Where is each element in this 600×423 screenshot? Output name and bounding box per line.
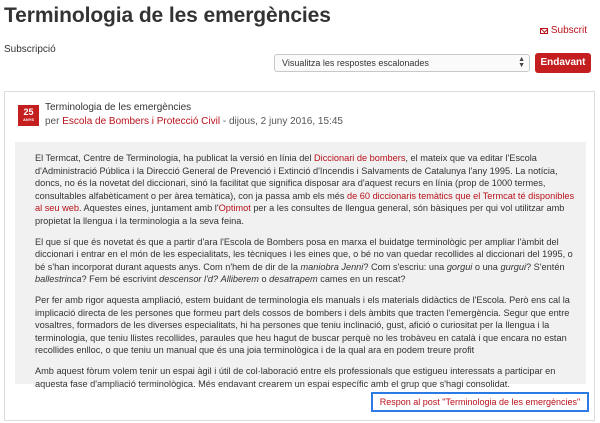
paragraph-1 — [35, 152, 575, 228]
post-date: - dijous, 2 juny 2016, 15:45 — [222, 116, 343, 127]
forward-button[interactable]: Endavant — [535, 53, 591, 73]
byline-prefix: per — [45, 116, 60, 127]
text: El que sí que és novetat és que a partir d'ara l'Escola de Bombers posa en marxa el buidatge terminològic per ampliar l'àmbit del diccionari i entrar en el món de les especialitats, les tècniques i les eines que, o bé no van quedar recollides al diccionari del 1995, o bé s'han incorporat durant aquests anys. Com n'hem de dir de la — [35, 236, 573, 272]
subscribe-label: Subscrit — [550, 25, 587, 36]
term: descensor l'd? — [159, 274, 219, 285]
text: ? S'entén — [526, 261, 565, 272]
term: gurgui — [500, 261, 527, 272]
post-title: Terminologia de les emergències — [45, 102, 192, 113]
term: Alliberem — [220, 274, 259, 285]
post-byline — [45, 116, 343, 127]
paragraph-2 — [35, 236, 575, 286]
paragraph-3: Per fer amb rigor aquesta ampliació, estem buidant de terminologia els manuals i els materials didàctics de l'Escola. Però ens cal la implicació directa de les persones que formeu part dels cossos de bombers i dels àmbits que tracten l'emergència. Segur que entre vosaltres, formadors de les diverses especialitats, hi ha persones que teniu inclinació, gust, afició o curiositat per la llengua i la terminologia, que teniu llistes recollides, paraules que heu hagut de buscar perquè no les trobàveu en català i que encara no estan recollides enlloc, o que teniu un manual que és una joia terminològica i de la qual ara en podem treure profit — [35, 294, 570, 356]
term: desatrapem — [269, 274, 318, 285]
select-arrows-icon: ▲ ▼ — [518, 56, 525, 69]
author-avatar — [18, 105, 39, 126]
paragraph-4: Amb aquest fòrum volem tenir un espai àgil i útil de col·laboració entre els professionals que estigueu interessats a participar en aquesta fase d'ampliació terminològica. Més endavant crearem un espai específic amb el grup que s'hagi consolidat. — [35, 365, 556, 389]
diccionari-bombers-link[interactable]: Diccionari de bombers — [314, 153, 406, 163]
subscription-label: Subscripció — [4, 44, 56, 55]
subscribe-link[interactable] — [540, 25, 587, 36]
term: maniobra Jenni — [300, 261, 364, 272]
text: o una — [472, 261, 501, 272]
text: El Termcat, Centre de Terminologia, ha publicat la versió en línia del — [35, 153, 315, 163]
reply-link[interactable]: Respon al post "Terminologia de les emergències" — [371, 392, 589, 412]
text: o — [258, 274, 270, 285]
text: ? Com s'escriu: una — [363, 261, 447, 272]
author-link[interactable]: Escola de Bombers i Protecció Civil — [62, 116, 221, 127]
post-header — [5, 92, 594, 137]
term: gorgui — [446, 261, 473, 272]
avatar-number: 25 — [23, 107, 34, 117]
post-content — [15, 142, 586, 389]
termcat-dictionaries-link[interactable]: de 60 diccionaris temàtics que el Termcat té disponibles al seu web — [35, 190, 575, 214]
display-mode-select[interactable] — [274, 54, 530, 72]
mail-icon — [540, 28, 548, 34]
text: , el mateix que va editar l'Escola d'Administració Pública i la Direcció General de Prevenció i Extinció d'Incendis i Salvaments de Catalunya l'any 1995. La notícia, doncs, no és la novetat del diccionari, sinó la facilitat que significa disposar ara d'aquest recurs en línia (prop de 1000 termes, consultables alfabèticament o per àrea temàtica), con ja passa amb els més — [35, 153, 558, 201]
text: per a les consultes de llengua general, són bàsiques per qui vol utilitzar amb propietat la llengua i la terminologia a la seva feina. — [35, 203, 565, 226]
page-title: Terminologia de les emergències — [4, 4, 331, 27]
text: . Aquestes eines, juntament amb l' — [78, 203, 219, 214]
forum-post — [4, 91, 595, 421]
text: ? Fem bé escrivint — [81, 274, 160, 285]
optimot-link[interactable]: Optimot — [218, 203, 251, 214]
text: cames en un rescat? — [317, 274, 406, 285]
term: ballestrinca — [35, 274, 82, 285]
avatar-subtext: ANYS — [22, 117, 35, 122]
display-mode-value: Visualitza les respostes escalonades — [282, 58, 429, 68]
